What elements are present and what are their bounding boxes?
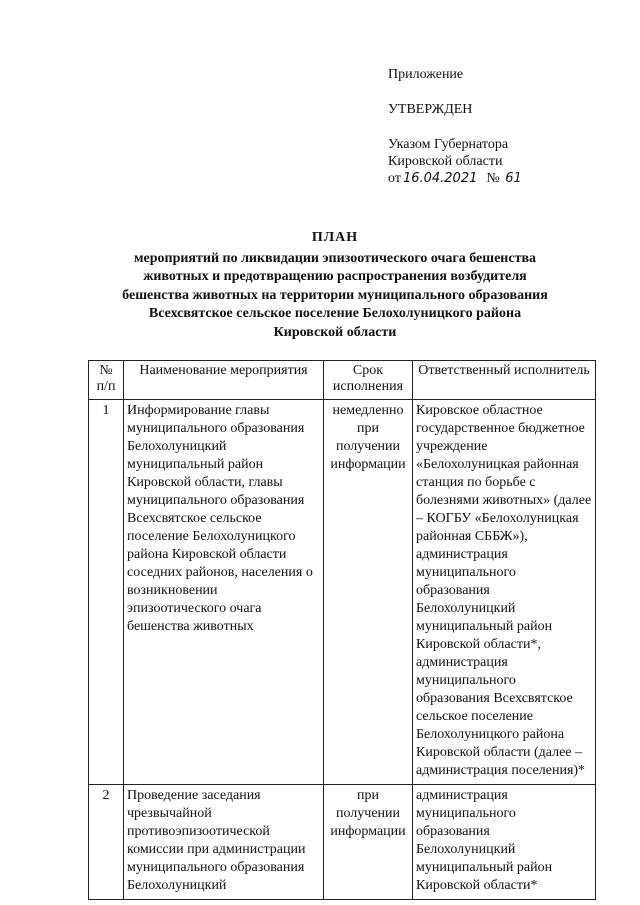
row-term: немедленно при получении информации (324, 400, 413, 785)
decree-line-1: Указом Губернатора (388, 137, 509, 152)
row-responsible: Кировское областное государственное бюджетное учреждение «Белохолуницкая районная станция по борьбе с болезнями животных» (далее – КОГБУ «Белохолуницкая районная СББЖ»), администрация муниципального образования Белохолуницкий муниципальный район Кировской области*, администрация муниципального образования Всехсвятское сельское поселение Белохолуницкого района Кировской области (далее – администрация поселения)* (413, 400, 596, 785)
plan-table (88, 360, 596, 900)
header-term: Срок исполнения (324, 361, 413, 400)
header-num: № п/п (89, 361, 124, 400)
title-heading: ПЛАН (311, 230, 359, 245)
title-line: Всехсвятское сельское поселение Белохолуницкого района (148, 306, 522, 321)
header-responsible: Ответственный исполнитель (413, 361, 596, 400)
title-line: бешенства животных на территории муниципального образования (122, 287, 548, 303)
number-prefix: № (486, 171, 500, 186)
row-num: 1 (89, 400, 124, 785)
table-row (89, 400, 596, 785)
title-line: Кировской области (273, 324, 397, 340)
header-name: Наименование мероприятия (124, 361, 324, 400)
row-num: 2 (89, 785, 124, 900)
decree-line-2: Кировской области (388, 154, 503, 169)
row-responsible: администрация муниципального образования Белохолуницкий муниципальный район Кировской области* (413, 785, 596, 900)
title-line: мероприятий по ликвидации эпизоотического очага бешенства (133, 250, 537, 266)
decree-number: 61 (505, 171, 522, 186)
date-prefix: от (388, 171, 401, 186)
row-name: Информирование главы муниципального образования Белохолуницкий муниципальный район Кировской области, главы муниципального образования Всехсвятское сельское поселение Белохолуницкого района Кировской области соседних районов, населения о возникновении эпизоотического очага бешенства животных (124, 400, 324, 785)
table-row (89, 785, 596, 900)
document-title (80, 229, 590, 342)
table-header-row (89, 361, 596, 400)
approved-label: УТВЕРЖДЕН (388, 102, 473, 117)
row-term: при получении информации (324, 785, 413, 900)
decree-date-line (388, 170, 608, 187)
approval-block (388, 66, 608, 187)
decree-date: 16.04.2021 (402, 171, 478, 186)
title-line: животных и предотвращению распространения возбудителя (143, 269, 527, 284)
row-name: Проведение заседания чрезвычайной противоэпизоотической комиссии при администрации муниципального образования Белохолуницкий (124, 785, 324, 900)
appendix-label: Приложение (388, 67, 464, 82)
